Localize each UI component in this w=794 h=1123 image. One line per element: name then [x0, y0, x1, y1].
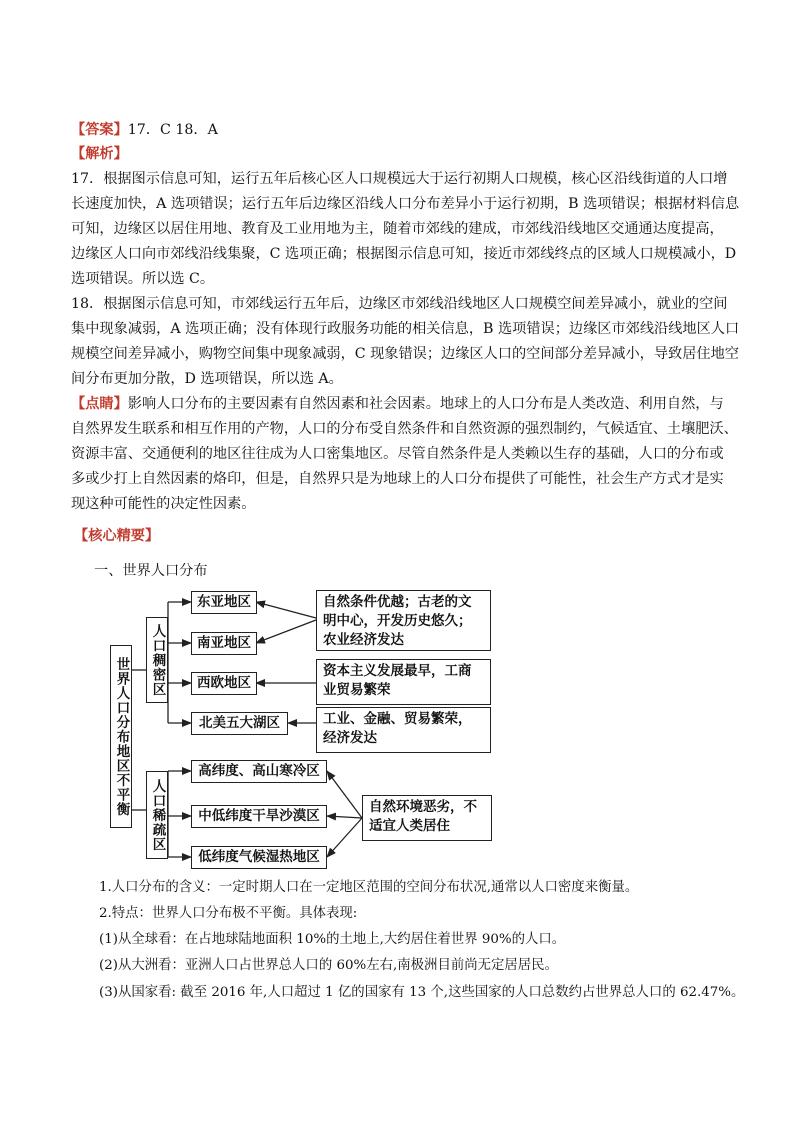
- q17-line-5: 选项错误。所以选 C。: [71, 271, 215, 287]
- tip-label: 【点睛】: [71, 396, 128, 412]
- core-label: 【核心精要】: [74, 528, 160, 544]
- dense-label: 人口稠密区: [146, 617, 168, 703]
- q18-line-4: 间分布更加分散，D 选项错误，所以选 A。: [71, 371, 343, 387]
- q18-line-3: 规模空间差异减小，购物空间集中现象减弱，C 现象错误；边缘区人口的空间部分差异减小，导致居住地空: [71, 346, 739, 362]
- q17-line-4: 边缘区人口向市郊线沿线集聚，C 选项正确；根据图示信息可知，接近市郊线终点的区域人口规模减小，D: [71, 246, 737, 262]
- reason-sparse: 自然环境恶劣，不适宜人类居住: [362, 795, 492, 841]
- tip-text-1: 影响人口分布的主要因素有自然因素和社会因素。地球上的人口分布是人类改造、利用自然，与: [127, 396, 724, 412]
- region-west-europe: 西欧地区: [191, 672, 257, 695]
- q18-line-2: 集中现象减弱，A 选项正确；没有体现行政服务功能的相关信息，B 选项错误；边缘区市郊线沿线地区人口: [71, 321, 740, 337]
- q17-line-3: 可知，边缘区以居住用地、教育及工业用地为主，随着市郊线的建成，市郊线沿线地区交通通达度提高，: [71, 221, 724, 237]
- region-south-asia: 南亚地区: [191, 632, 257, 655]
- point-2: 2.特点：世界人口分布极不平衡。具体表现:: [99, 906, 358, 921]
- region-humid-hot: 低纬度气候湿热地区: [191, 846, 327, 869]
- point-3: (1)从全球看：在占地球陆地面积 10%的土地上,大约居住着世界 90%的人口。: [99, 932, 566, 947]
- point-1: 1.人口分布的含义：一定时期人口在一定地区范围的空间分布状况,通常以人口密度来衡量。: [99, 880, 639, 895]
- point-5: (3)从国家看: 截至 2016 年,人口超过 1 亿的国家有 13 个,这些国家的人口总数约占世界总人口的 62.47%。: [99, 985, 745, 1000]
- reason-dense-3: 工业、金融、贸易繁荣，经济发达: [316, 707, 491, 753]
- region-great-lakes: 北美五大湖区: [191, 712, 288, 735]
- sparse-label: 人口稀疏区: [146, 771, 168, 859]
- answer-label: 【答案】: [71, 122, 128, 138]
- reason-dense-2: 资本主义发展最早，工商业贸易繁荣: [316, 659, 491, 705]
- reason-dense-1: 自然条件优越；古老的文明中心，开发历史悠久；农业经济发达: [316, 590, 491, 651]
- tip-line-3: 资源丰富、交通便利的地区往往成为人口密集地区。尽管自然条件是人类赖以生存的基础，人口的分布或: [71, 446, 724, 462]
- region-arid-desert: 中低纬度干旱沙漠区: [191, 805, 327, 828]
- tip-line-4: 多或少打上自然因素的烙印，但是，自然界只是为地球上的人口分布提供了可能性，社会生产方式才是实: [71, 471, 724, 487]
- region-high-latitude: 高纬度、高山寒冷区: [191, 760, 327, 783]
- tip-line-5: 现这种可能性的决定性因素。: [71, 496, 256, 512]
- q18-line-1: 18．根据图示信息可知，市郊线运行五年后，边缘区市郊线沿线地区人口规模空间差异减小，就业的空间: [71, 296, 728, 312]
- tip-line-2: 自然界发生联系和相互作用的产物，人口的分布受自然条件和自然资源的强烈制约，气候适宜、土壤肥沃、: [71, 421, 738, 437]
- answer-text: 17．C 18．A: [127, 122, 218, 138]
- analysis-label: 【解析】: [71, 146, 128, 162]
- region-east-asia: 东亚地区: [191, 591, 257, 614]
- diagram-root: 世界人口分布地区不平衡: [110, 645, 132, 828]
- point-4: (2)从大洲看：亚洲人口占世界总人口的 60%左右,南极洲目前尚无定居居民。: [99, 958, 558, 973]
- q17-line-2: 长速度加快，A 选项错误；运行五年后边缘区沿线人口分布差异小于运行初期，B 选项错误；根据材料信息: [71, 196, 740, 212]
- section-title: 一、世界人口分布: [94, 563, 208, 579]
- q17-line-1: 17．根据图示信息可知，运行五年后核心区人口规模远大于运行初期人口规模，核心区沿线街道的人口增: [71, 171, 728, 187]
